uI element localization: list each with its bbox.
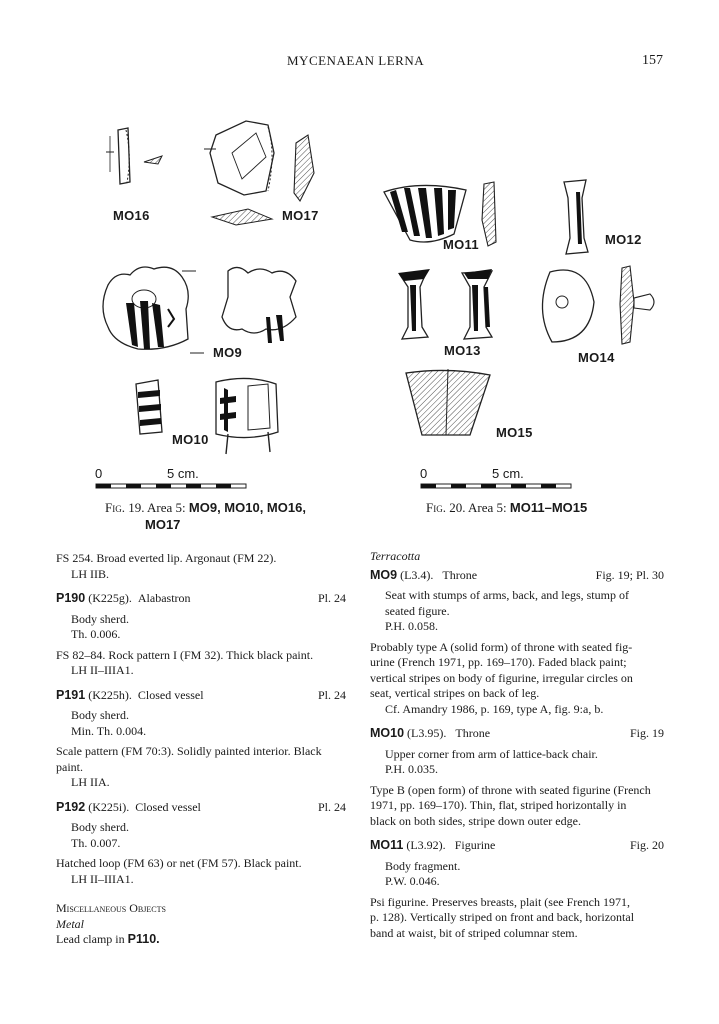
fig19-caption-items2: MO17 (145, 517, 181, 532)
fig19-scale-five: 5 cm. (167, 466, 199, 481)
fig19-caption-prefix: Fig. 19. (105, 500, 145, 515)
p192-ref: (K225i). (88, 799, 130, 814)
p192-desc: Body sherd. (71, 820, 129, 834)
mo10-name: Throne (455, 726, 491, 740)
mo15-drawing (402, 367, 497, 447)
label-mo11: MO11 (443, 237, 479, 252)
label-mo10: MO10 (172, 432, 209, 447)
scale-note-line2: paint. (56, 759, 83, 774)
mo9-dim: P.H. 0.058. (385, 619, 439, 633)
catalog-entry-p191 (56, 688, 346, 704)
hatched-note: Hatched loop (FM 63) or net (FM 57). Black paint. (56, 856, 302, 870)
label-mo13: MO13 (444, 343, 481, 358)
p190-name: Alabastron (137, 591, 191, 605)
fig20-scale-bar (421, 482, 581, 490)
mo11-fig: Fig. 20 (629, 838, 664, 852)
p192-dim: Th. 0.007. (71, 835, 121, 850)
mo10-ref: (L3.95). (407, 726, 447, 740)
mo10-fig: Fig. 19 (629, 726, 664, 740)
fs254-date: LH IIB. (71, 566, 109, 581)
mo10-drawing (128, 372, 298, 467)
mo9-ref: (L3.4). (400, 567, 434, 582)
p192-name: Closed vessel (135, 799, 201, 814)
fig20-caption (426, 499, 666, 516)
running-header: MYCENAEAN LERNA (287, 53, 425, 68)
scale-note-date: LH IIA. (71, 775, 110, 789)
fig19-caption-items: MO9, MO10, MO16, (188, 500, 306, 515)
p191-name: Closed vessel (137, 687, 204, 702)
mo10-note-line1: Type B (open form) of throne with seated figurine (French (370, 782, 651, 797)
label-mo14: MO14 (578, 350, 615, 365)
label-mo9: MO9 (213, 345, 243, 360)
mo9-cf: Cf. Amandry 1986, p. 169, type A, fig. 9:a, b. (385, 701, 604, 716)
mo11-desc: Body fragment. (385, 858, 461, 873)
p192-plate: Pl. 24 (317, 799, 346, 814)
mo11-name: Figurine (454, 838, 496, 852)
mo9-desc-line2: seated figure. (385, 603, 450, 618)
p190-plate: Pl. 24 (317, 591, 346, 605)
mo14-drawing (530, 262, 665, 357)
mo16-drawing (100, 122, 180, 192)
fs254-text: FS 254. Broad everted lip. Argonaut (FM 22). (56, 551, 277, 565)
hatched-date: LH II–IIIA1. (71, 871, 134, 886)
subheading-terracotta: Terracotta (370, 549, 421, 563)
p191-ref: (K225h). (88, 687, 132, 702)
mo9-name: Throne (442, 567, 478, 582)
p191-plate: Pl. 24 (317, 687, 346, 702)
label-mo16: MO16 (113, 208, 150, 223)
p192-number: P192 (56, 799, 86, 814)
mo10-note-line3: black on both sides, stripe down outer edge. (370, 813, 581, 828)
catalog-entry-mo11 (370, 838, 664, 854)
p191-dim: Min. Th. 0.004. (71, 723, 147, 738)
catalog-entry-mo10 (370, 726, 664, 742)
lead-clamp-ref: P110. (127, 932, 160, 946)
mo11-note-line1: Psi figurine. Preserves breasts, plait (see French 1971, (370, 894, 630, 909)
fig19-scale-bar (96, 482, 256, 490)
right-column (370, 549, 664, 941)
mo10-desc: Upper corner from arm of lattice-back chair. (385, 746, 598, 761)
fig20-caption-text: Area 5: (468, 500, 507, 515)
fs8284-text: FS 82–84. Rock pattern I (FM 32). Thick black paint. (56, 647, 314, 662)
fig19-caption (105, 499, 345, 533)
mo9-note-line1: Probably type A (solid form) of throne with seated fig- (370, 639, 633, 654)
mo11-note-line2: p. 128). Vertically striped on front and back, horizontal (370, 910, 635, 924)
fig20-caption-prefix: Fig. 20. (426, 500, 466, 515)
subheading-metal: Metal (56, 916, 84, 931)
fig20-scale-five: 5 cm. (492, 466, 524, 481)
left-column (56, 551, 346, 948)
lead-clamp-text: Lead clamp in (56, 932, 125, 946)
p191-desc: Body sherd. (71, 708, 129, 722)
p190-ref: (K225g). (88, 591, 132, 605)
mo9-note-line4: seat, vertical stripes on back of leg. (370, 686, 540, 700)
section-heading-misc: Miscellaneous Objects (56, 901, 166, 915)
scale-note-line1: Scale pattern (FM 70:3). Solidly painted interior. Black (56, 744, 322, 758)
mo11-dim: P.W. 0.046. (385, 874, 440, 888)
catalog-entry-p190 (56, 591, 346, 607)
fig20-scale-zero: 0 (420, 466, 428, 481)
mo9-drawing (96, 257, 326, 367)
mo9-number: MO9 (370, 567, 398, 582)
p190-number: P190 (56, 591, 86, 605)
label-mo15: MO15 (496, 425, 533, 440)
p190-desc: Body sherd. (71, 611, 129, 626)
catalog-entry-p192 (56, 800, 346, 816)
fs8284-date: LH II–IIIA1. (71, 663, 134, 677)
catalog-entry-mo9 (370, 568, 664, 584)
label-mo17: MO17 (282, 208, 319, 223)
mo10-number: MO10 (370, 726, 405, 740)
mo9-desc-line1: Seat with stumps of arms, back, and legs, stump of (385, 588, 629, 602)
mo10-note-line2: 1971, pp. 169–170). Thin, flat, striped horizontally in (370, 798, 627, 812)
mo11-ref: (L3.92). (406, 838, 446, 852)
mo9-note-line2: urine (French 1971, pp. 169–170). Faded black paint; (370, 655, 627, 669)
mo10-dim: P.H. 0.035. (385, 762, 439, 776)
p190-dim: Th. 0.006. (71, 627, 121, 641)
p191-number: P191 (56, 687, 86, 702)
mo9-fig: Fig. 19; Pl. 30 (595, 567, 664, 582)
lead-clamp-line (56, 932, 346, 948)
mo9-note-line3: vertical stripes on body of figurine, irregular circles on (370, 670, 633, 685)
mo13-drawing (392, 265, 507, 345)
page-number: 157 (642, 53, 663, 68)
fig19-caption-text: Area 5: (147, 500, 186, 515)
label-mo12: MO12 (605, 232, 642, 247)
mo12-drawing (558, 178, 598, 258)
mo11-note-line3: band at waist, bit of striped columnar stem. (370, 925, 578, 940)
fig20-caption-items: MO11–MO15 (509, 500, 588, 515)
fig19-scale-zero: 0 (95, 466, 103, 481)
mo11-number: MO11 (370, 838, 404, 852)
